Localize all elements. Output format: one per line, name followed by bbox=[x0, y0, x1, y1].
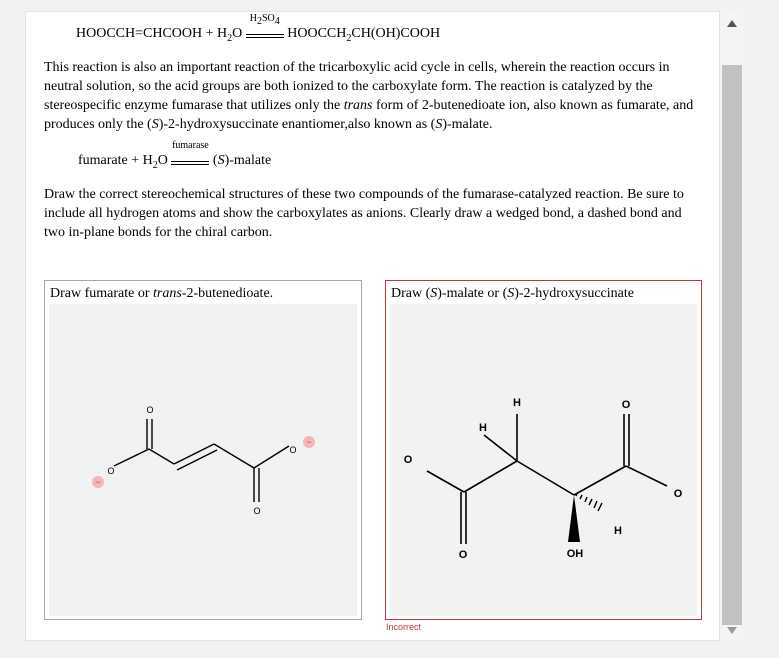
fumarate-drawing-canvas[interactable] bbox=[44, 280, 362, 620]
bond-o-c1 bbox=[427, 471, 464, 492]
bond-c4-o bbox=[626, 466, 667, 486]
atom-h-top: H bbox=[513, 397, 521, 409]
vertical-scrollbar[interactable] bbox=[721, 11, 743, 641]
atom-o-left: O bbox=[107, 466, 115, 476]
canvas-2-drawing-area[interactable] bbox=[390, 304, 697, 616]
intro-paragraph: This reaction is also an important reaction of the tricarboxylic acid cycle in cells, wherein the reaction occurs in neutral solution, so the acid groups are both ionized to the carboxylate form. The reaction is catalyzed by the stereospecific enzyme fumarase that utilizes only the trans form of 2-butenedioate ion, also known as fumarate, and produces only the (S)-2-hydroxysuccinate enantiomer,also known as (S)-malate. bbox=[44, 60, 694, 132]
equation-1: HOOCCH=CHCOOH + $H_2O$ $H_2SO_4$ $HOOCCH_2CH(OH)COOH$ bbox=[76, 13, 441, 44]
instruction-paragraph: Draw the correct stereochemical structures of these two compounds of the fumarase-catalyzed reaction. Be sure to include all hydrogen atoms and show the carboxylates as anions. Clearly draw a wedged bond, a dashed bond and two in-plane bonds for the chiral carbon. bbox=[44, 187, 684, 240]
enzyme-arrow bbox=[171, 140, 209, 170]
scroll-up-icon[interactable] bbox=[727, 20, 737, 27]
canvas-1-title: Draw fumarate or trans-2-butenedioate. bbox=[50, 286, 274, 301]
bond-c4-o bbox=[254, 446, 289, 468]
bond-c2-h-left bbox=[484, 435, 517, 461]
canvas-1-drawing-area[interactable] bbox=[49, 304, 357, 616]
atom-oh: OH bbox=[566, 548, 584, 560]
bond-o-c1 bbox=[114, 449, 149, 466]
atom-o-bottom: O bbox=[253, 506, 261, 516]
malate-drawing-canvas[interactable] bbox=[385, 280, 702, 620]
dashed-bond-h bbox=[576, 494, 602, 511]
atom-o-right: O bbox=[289, 445, 297, 455]
bond-c1-c2 bbox=[464, 461, 517, 492]
equilibrium-arrow bbox=[246, 13, 284, 43]
scrollbar-thumb[interactable] bbox=[722, 65, 742, 625]
enzyme-label: fumarase bbox=[172, 140, 209, 151]
wedge-bond-oh bbox=[568, 495, 580, 542]
charge-left: − bbox=[95, 477, 101, 487]
bond-c3-c4 bbox=[214, 444, 254, 468]
atom-o-top-right: O bbox=[621, 399, 631, 411]
atom-o-left: O bbox=[403, 454, 413, 466]
atom-o-top: O bbox=[146, 405, 154, 415]
bond-c2-c3 bbox=[517, 461, 574, 495]
bond-c3-c4 bbox=[574, 466, 626, 495]
canvas-2-title: Draw (S)-malate or (S)-2-hydroxysuccinate bbox=[391, 286, 634, 301]
fumarate-structure bbox=[49, 304, 357, 616]
atom-o-bottom-left: O bbox=[458, 549, 468, 561]
scroll-down-icon[interactable] bbox=[727, 627, 737, 634]
equation-2: fumarate + $H_2O$ fumarase (S)-malate bbox=[78, 140, 272, 171]
atom-o-right: O bbox=[673, 488, 683, 500]
status-incorrect: Incorrect bbox=[386, 622, 422, 632]
bond-c1-c2 bbox=[149, 449, 174, 464]
malate-structure bbox=[390, 304, 697, 616]
content-panel bbox=[25, 11, 720, 641]
atom-h-left: H bbox=[479, 422, 487, 434]
charge-right: − bbox=[306, 437, 312, 447]
atom-h-right: H bbox=[614, 525, 622, 537]
catalyst-label: $H_2SO_4$ bbox=[249, 13, 280, 27]
